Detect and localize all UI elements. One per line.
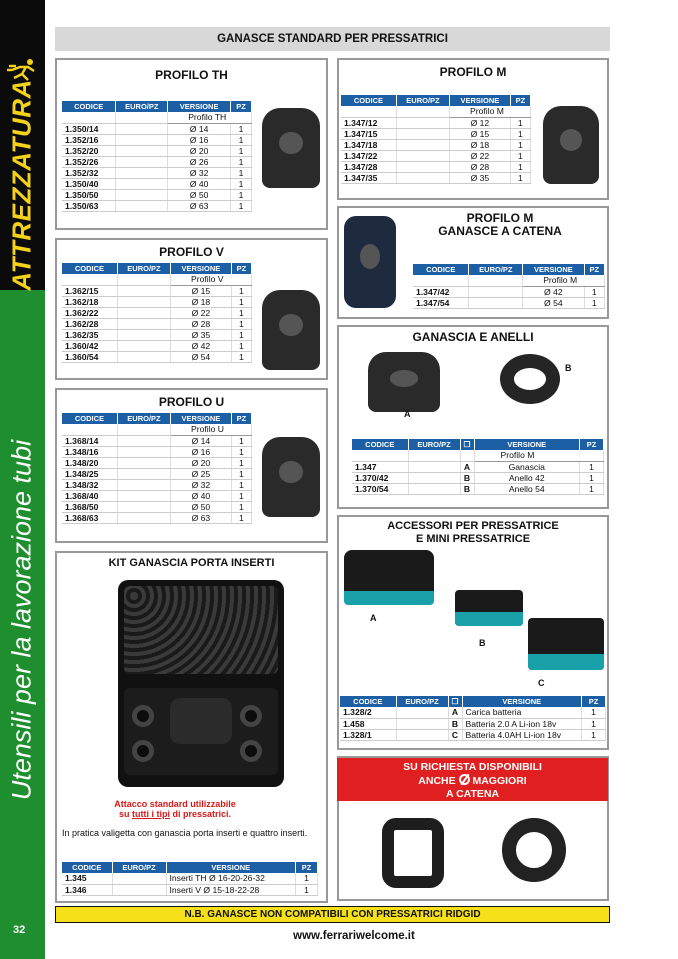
panel-title-kit: KIT GANASCIA PORTA INSERTI [108, 557, 275, 569]
table-row: 1.347/18 Ø 18 1 [341, 139, 531, 150]
label-a: A [370, 613, 377, 623]
panel-title-th: PROFILO TH [155, 68, 228, 82]
table-row: 1.458 B Batteria 2.0 A Li-ion 18v 1 [340, 718, 606, 729]
chain-jaw-image [344, 216, 396, 308]
table-m: CODICE EURO/PZ VERSIONE PZ Profilo M 1.347/12 Ø 12 1 1.347/15 Ø 15 1 1.347/18 Ø 18 1 1.347/22 Ø 22 1 1.347/28 Ø 28 1 1.347/35 Ø 35 1 [341, 95, 531, 184]
table-row: 1.328/2 A Carica batteria 1 [340, 707, 606, 718]
jaw-m-image [543, 106, 599, 184]
table-row: 1.328/1 C Batteria 4.0AH Li-ion 18v 1 [340, 729, 606, 740]
table-u: CODICE EURO/PZ VERSIONE PZ Profilo U 1.368/14 Ø 14 1 1.348/16 Ø 16 1 1.348/20 Ø 20 1 1.348/25 Ø 25 1 1.348/32 Ø 32 1 1.368/40 Ø 40 1 1.368/50 Ø 50 1 1.368/63 Ø 63 1 [62, 413, 252, 524]
jaw-v-image [262, 290, 320, 370]
group-label: Profilo V [171, 274, 252, 285]
table-row: 1.350/63 Ø 63 1 [62, 200, 252, 211]
panel-title-ganascia: GANASCIA E ANELLI [412, 330, 534, 344]
label-a: A [404, 409, 411, 419]
group-label: Profilo U [171, 424, 252, 435]
chain-jaw-large-image [382, 818, 444, 888]
table-accessori: CODICE EURO/PZ ❐ VERSIONE PZ 1.328/2 A Carica batteria 1 1.458 B Batteria 2.0 A Li-ion 18v 1 1.328/1 C Batteria 4.0AH Li-ion 18v 1 [340, 696, 606, 741]
table-row: 1.347 A Ganascia 1 [352, 461, 604, 472]
page-number: 32 [13, 924, 26, 936]
label-b: B [479, 638, 486, 648]
table-row: 1.348/32 Ø 32 1 [62, 479, 252, 490]
table-ganascia: CODICE EURO/PZ ❐ VERSIONE PZ Profilo M 1.347 A Ganascia 1 1.370/42 B Anello 42 1 1.370/54 B Anello 54 1 [352, 439, 604, 495]
table-row: 1.362/35 Ø 35 1 [62, 329, 252, 340]
sidebar-category: ATTREZZATURA [6, 79, 37, 291]
table-row: 1.350/14 Ø 14 1 [62, 123, 252, 134]
group-label: Profilo M [474, 450, 604, 461]
table-row: 1.368/50 Ø 50 1 [62, 501, 252, 512]
table-row: 1.370/54 B Anello 54 1 [352, 483, 604, 494]
battery-small-image [455, 590, 523, 626]
battery-large-image [528, 618, 604, 670]
label-b: B [565, 363, 572, 373]
table-row: 1.352/32 Ø 32 1 [62, 167, 252, 178]
table-row: 1.362/18 Ø 18 1 [62, 296, 252, 307]
panel-title-m-catena: PROFILO M GANASCE A CATENA [438, 211, 562, 238]
table-m-catena: CODICE EURO/PZ VERSIONE PZ Profilo M 1.347/42 Ø 42 1 1.347/54 Ø 54 1 [413, 264, 605, 309]
case-image [118, 580, 284, 787]
table-row: 1.347/54 Ø 54 1 [413, 297, 605, 308]
table-row: 1.352/20 Ø 20 1 [62, 145, 252, 156]
table-row: 1.347/28 Ø 28 1 [341, 161, 531, 172]
website-link[interactable]: www.ferrariwelcome.it [293, 930, 415, 942]
table-row: 1.347/15 Ø 15 1 [341, 128, 531, 139]
table-kit: CODICE EURO/PZ VERSIONE PZ 1.345 Inserti TH Ø 16-20-26-32 1 1.346 Inserti V Ø 15-18-22-28 1 [62, 862, 318, 896]
table-row: 1.348/20 Ø 20 1 [62, 457, 252, 468]
table-row: 1.350/40 Ø 40 1 [62, 178, 252, 189]
table-th [62, 101, 252, 212]
table-row: 1.362/28 Ø 28 1 [62, 318, 252, 329]
compatibility-notice: N.B. GANASCE NON COMPATIBILI CON PRESSATRICI RIDGID [55, 906, 610, 923]
table-v: CODICE EURO/PZ VERSIONE PZ Profilo V 1.362/15 Ø 15 1 1.362/18 Ø 18 1 1.362/22 Ø 22 1 1.362/28 Ø 28 1 1.362/35 Ø 35 1 1.360/42 Ø 42 1 1.360/54 Ø 54 1 [62, 263, 252, 363]
table-row: 1.347/42 Ø 42 1 [413, 286, 605, 297]
charger-image [344, 550, 434, 605]
table-row: 1.346 Inserti V Ø 15-18-22-28 1 [62, 884, 318, 895]
red-banner: SU RICHIESTA DISPONIBILI ANCHE MAGGIORI A CATENA [337, 758, 608, 801]
table-row: 1.370/42 B Anello 42 1 [352, 472, 604, 483]
page-title: GANASCE STANDARD PER PRESSATRICI [55, 27, 610, 51]
table-row: 1.362/22 Ø 22 1 [62, 307, 252, 318]
group-label: Profilo TH [168, 112, 252, 123]
kit-note: Attacco standard utilizzabile su tutti i tipi di pressatrici. [114, 799, 236, 819]
col-euro: EURO/PZ [116, 101, 168, 112]
diameter-icon [459, 774, 470, 785]
table-row: 1.360/54 Ø 54 1 [62, 351, 252, 362]
table-row: 1.360/42 Ø 42 1 [62, 340, 252, 351]
panel-title-v: PROFILO V [159, 245, 224, 259]
table-row: 1.368/63 Ø 63 1 [62, 512, 252, 523]
col-versione: VERSIONE [168, 101, 231, 112]
col-codice: CODICE [62, 101, 116, 112]
table-row: 1.345 Inserti TH Ø 16-20-26-32 1 [62, 873, 318, 884]
ring-large-image [502, 818, 566, 882]
kit-description: In pratica valigetta con ganascia porta inserti e quattro inserti. [62, 828, 308, 838]
col-pz: PZ [231, 101, 252, 112]
table-row: 1.352/26 Ø 26 1 [62, 156, 252, 167]
table-row: 1.362/15 Ø 15 1 [62, 285, 252, 296]
table-row: 1.347/22 Ø 22 1 [341, 150, 531, 161]
ring-image [500, 354, 560, 404]
table-row: 1.350/50 Ø 50 1 [62, 189, 252, 200]
panel-title-m: PROFILO M [439, 65, 507, 79]
jaw-u-image [262, 437, 320, 517]
table-row: 1.368/14 Ø 14 1 [62, 435, 252, 446]
panel-title-u: PROFILO U [158, 395, 225, 409]
group-label: Profilo M [523, 275, 605, 286]
group-label: Profilo M [450, 106, 531, 117]
table-row: 1.347/35 Ø 35 1 [341, 172, 531, 183]
table-row: 1.368/40 Ø 40 1 [62, 490, 252, 501]
table-row: 1.348/16 Ø 16 1 [62, 446, 252, 457]
label-c: C [538, 678, 545, 688]
table-row: 1.347/12 Ø 12 1 [341, 117, 531, 128]
jaw-ganascia-image [368, 352, 440, 412]
table-row: 1.352/16 Ø 16 1 [62, 134, 252, 145]
table-row: 1.348/25 Ø 25 1 [62, 468, 252, 479]
sidebar-section: Utensili per la lavorazione tubi [6, 439, 37, 801]
jaw-th-image [262, 108, 320, 188]
panel-title-accessori: ACCESSORI PER PRESSATRICE E MINI PRESSATRICE [387, 520, 559, 545]
